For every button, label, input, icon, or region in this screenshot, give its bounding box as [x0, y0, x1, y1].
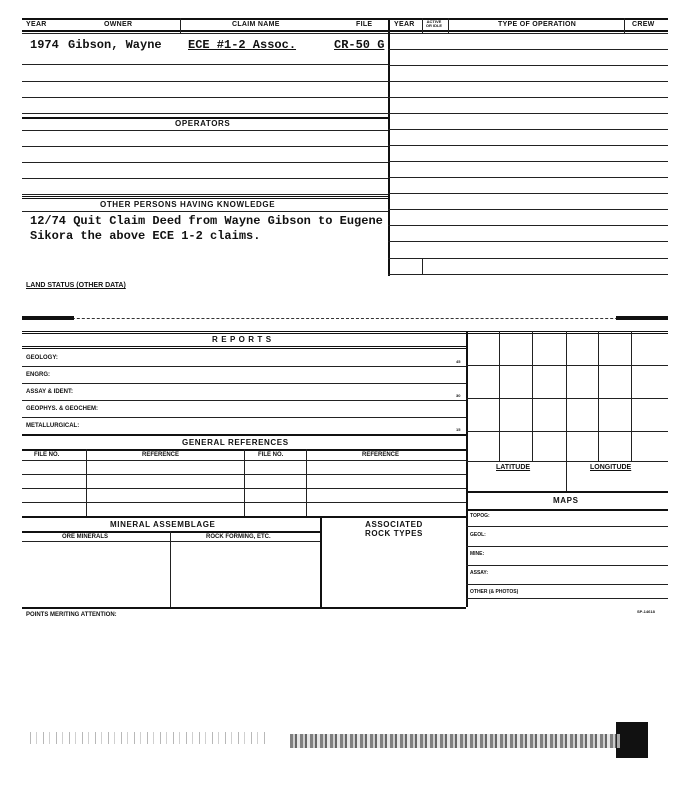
latitude-label: LATITUDE — [496, 464, 531, 471]
general-references-title: GENERAL REFERENCES — [182, 438, 289, 447]
maps-geol: GEOL: — [470, 532, 486, 538]
report-geology-num: 45 — [456, 359, 461, 364]
other-persons-title: OTHER PERSONS HAVING KNOWLEDGE — [100, 200, 276, 209]
entry-owner: Gibson, Wayne — [68, 38, 162, 52]
ore-minerals-label: ORE MINERALS — [62, 534, 109, 540]
reports-title: R E P O R T S — [212, 335, 272, 344]
report-metallurgical-num: 15 — [456, 427, 461, 432]
maps-other: OTHER (& PHOTOS) — [470, 589, 519, 595]
scan-artifact-band — [290, 734, 620, 748]
header-claim-name: CLAIM NAME — [232, 21, 280, 28]
report-geology-label: GEOLOGY: — [26, 355, 58, 361]
mineral-assemblage-title: MINERAL ASSEMBLAGE — [110, 520, 216, 529]
report-metallurgical-label: METALLURGICAL: — [26, 423, 80, 429]
header-file: FILE — [356, 21, 373, 28]
ref-reference-1: REFERENCE — [142, 452, 180, 458]
note-line-1: 12/74 Quit Claim Deed from Wayne Gibson to Eugene — [30, 214, 383, 228]
header-crew: CREW — [632, 21, 655, 28]
form-number: SP-14618 — [637, 609, 655, 614]
report-assay-num: 30 — [456, 393, 461, 398]
header-type-of-operation: TYPE OF OPERATION — [498, 21, 577, 28]
operators-title: OPERATORS — [175, 119, 231, 128]
ref-reference-2: REFERENCE — [362, 452, 400, 458]
scan-artifact-block — [616, 722, 648, 758]
ref-file-no-1: FILE NO. — [34, 452, 60, 458]
header-owner: OWNER — [104, 21, 133, 28]
header-year-2: YEAR — [394, 21, 415, 28]
entry-year: 1974 — [30, 38, 59, 52]
maps-mine: MINE: — [470, 551, 485, 557]
report-geophys-label: GEOPHYS. & GEOCHEM: — [26, 406, 99, 412]
header-year: YEAR — [26, 21, 47, 28]
maps-assay: ASSAY: — [470, 570, 489, 576]
land-status-mark-left — [22, 316, 74, 320]
associated-rock-types: ASSOCIATED ROCK TYPES — [364, 520, 423, 538]
maps-title: MAPS — [553, 496, 579, 505]
longitude-label: LONGITUDE — [590, 464, 632, 471]
land-status-mark-right — [616, 316, 668, 320]
entry-claim-name: ECE #1-2 Assoc. — [188, 38, 297, 52]
note-line-2: Sikora the above ECE 1-2 claims. — [30, 229, 261, 243]
maps-topog: TOPOG: — [470, 513, 490, 519]
land-status-line — [22, 318, 668, 319]
entry-file: CR-50 G — [334, 38, 385, 52]
ref-file-no-2: FILE NO. — [258, 452, 284, 458]
report-engrg-label: ENGRG: — [26, 372, 50, 378]
points-meriting-attention: POINTS MERITING ATTENTION: — [26, 612, 117, 618]
header-active-or-idle: ACTIVE OR IDLE — [425, 19, 443, 28]
scan-artifact-band-2 — [30, 732, 270, 744]
land-status-label: LAND STATUS (OTHER DATA) — [26, 282, 126, 289]
rock-forming-label: ROCK FORMING, ETC. — [206, 534, 271, 540]
report-assay-label: ASSAY & IDENT: — [26, 389, 74, 395]
